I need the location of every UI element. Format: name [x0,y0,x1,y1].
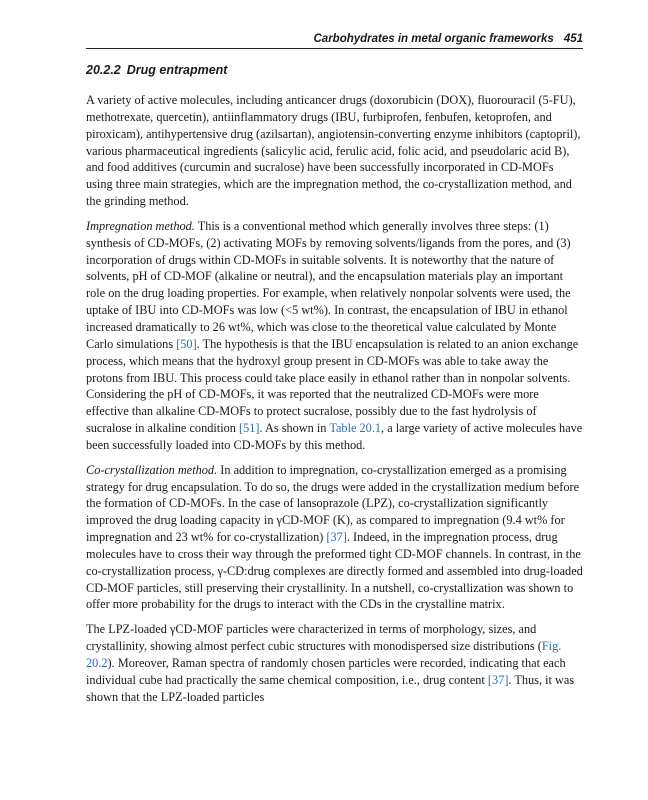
section-number: 20.2.2 [86,63,121,77]
paragraph-text: , a large variety of active molecules have been successfully loaded into CD-MOFs by this method. [86,421,583,452]
page-number: 451 [563,33,583,45]
paragraph-lead-impregnation: Impregnation method. [86,218,195,233]
paragraph-impregnation [86,218,583,454]
paragraph-text: . Thus, it was shown that the LPZ-loaded particles [86,672,575,704]
citation-link-37[interactable]: [37] [487,672,509,687]
paragraph-text: In addition to impregnation, co-crystallization emerged as a promising strategy for drug encapsulation. To do so, the drugs were added in the crystallization medium before the formation of CD-MOFs. In the case of lansoprazole (LPZ), co-crystallization significantly improved the drug loading capacity in γCD-MOF (K), as compared to impregnation (9.4 wt% for impregnation and 23 wt% for co-crystallization) [86,462,580,545]
paragraph-intro [86,92,583,210]
paragraph-text: . The hypothesis is that the IBU encapsulation is related to an anion exchange process, which means that the hydroxyl group present in CD-MOFs was able to take away the protons from IBU. This process could take place easily in ethanol rather than in nonpolar solvents. Considering the pH of CD-MOFs, it was reported that the neutralized CD-MOFs were more effective than alkaline CD-MOFs to protect sucralose, possibly due to the fast hydrolysis of sucralose in alkaline condition [86,336,579,436]
citation-link-37[interactable]: [37] [326,530,347,545]
running-header-title: Carbohydrates in metal organic frameworks [313,33,554,45]
paragraph-cocrystallization [86,462,583,614]
citation-link-51[interactable]: [51] [239,421,260,436]
paragraph-text: ). Moreover, Raman spectra of randomly chosen particles were recorded, indicating that each individual cube had practically the same chemical composition, i.e., drug content [86,656,566,687]
paragraph-lead-cocrystallization: Co-crystallization method. [86,462,218,477]
section-heading [86,63,227,77]
paragraph-lpz-particles [86,621,583,705]
body-text [86,92,583,714]
citation-link-50[interactable]: [50] [176,336,197,351]
paragraph-text: A variety of active molecules, including anticancer drugs (doxorubicin (DOX), fluorouracil (5-FU), methotrexate, quercetin), antiinflammatory drugs (IBU, furbiprofen, fenbufen, ketoprofen, and piroxicam), antihypertensive drug (azilsartan), angiotensin-converting enzyme inhibitors (captopril), various pharmaceutical ingredients (salicylic acid, ferulic acid, folic acid, and pseudolaric acid B), and food additives (curcumin and sucralose) have been successfully incorporated in CD-MOFs using three main strategies, which are the impregnation method, the co-crystallization method, and the grinding method. [86,93,581,209]
paragraph-text: The LPZ-loaded γCD-MOF particles were characterized in terms of morphology, sizes, and crystallinity, showing almost perfect cubic structures with monodispersed size distributions ( [86,622,542,654]
figure-link-20-2[interactable]: Fig. 20.2 [86,639,562,670]
running-header [86,31,583,49]
table-link-20-1[interactable]: Table 20.1 [329,421,382,436]
paragraph-text: This is a conventional method which generally involves three steps: (1) synthesis of CD-MOFs, (2) activating MOFs by removing solvents/ligands from the pores, and (3) incorporation of drugs within CD-MOFs in suitable solvents. It is noteworthy that the nature of solvents, pH of CD-MOF (alkaline or neutral), and the encapsulation materials play an important role on the drug loading properties. For example, when relatively nonpolar solvents were used, the uptake of IBU into CD-MOFs was low (<5 wt%). In contrast, the encapsulation of IBU in ethanol increased dramatically to 26 wt%, which was close to the theoretical value calculated by Monte Carlo simulations [86,218,571,351]
section-title: Drug entrapment [126,63,228,77]
paragraph-text: . As shown in [259,421,330,436]
paragraph-text: . Indeed, in the impregnation process, drug molecules have to cross their way through the preformed tight CD-MOF channels. In contrast, in the co-crystallization process, γ-CD:drug complexes are directly formed and assembled into drug-loaded CD-MOF particles, still preserving their crystallinity. In a nutshell, co-crystallization was shown to offer more probability for the drugs to interact with the CDs in the crystalline matrix. [86,530,583,612]
